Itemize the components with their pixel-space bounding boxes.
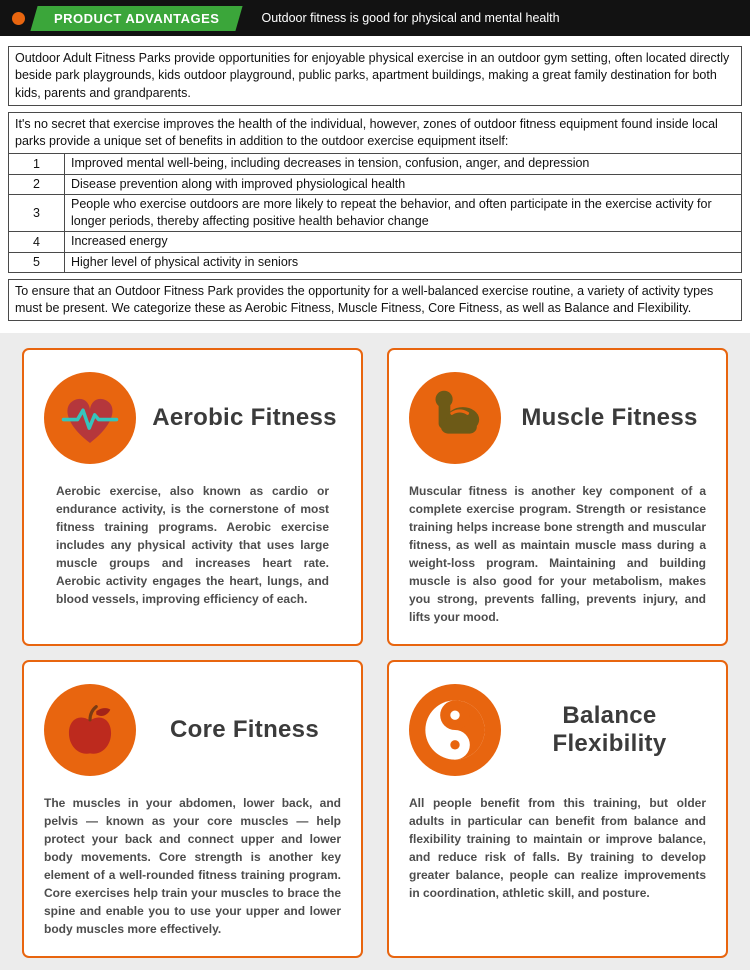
card-muscle-fitness xyxy=(387,348,728,646)
yin-yang-icon xyxy=(409,684,501,776)
card-title: Muscle Fitness xyxy=(521,404,698,432)
card-title: Balance Flexibility xyxy=(552,702,667,758)
card-balance-flexibility xyxy=(387,660,728,958)
card-body-text: All people benefit from this training, but older adults in particular can benefit from balance and flexibility training to maintain or improve balance, and reduce risk of falls. By training to develop greater balance, people can realize improvements in coordination, athletic skill, and posture. xyxy=(409,796,706,901)
product-advantages-badge xyxy=(30,6,243,31)
benefit-text: Higher level of physical activity in seniors xyxy=(71,254,299,269)
benefit-text: Improved mental well-being, including decreases in tension, confusion, anger, and depression xyxy=(71,156,590,171)
benefit-text: Increased energy xyxy=(71,234,168,249)
card-header xyxy=(44,684,341,776)
fitness-cards-section xyxy=(0,333,750,970)
card-core-fitness xyxy=(22,660,363,958)
badge-label: PRODUCT ADVANTAGES xyxy=(54,10,220,26)
apple-icon xyxy=(44,684,136,776)
card-title: Aerobic Fitness xyxy=(152,404,337,432)
card-header xyxy=(44,372,341,464)
benefit-text: Disease prevention along with improved physiological health xyxy=(71,176,406,191)
bicep-icon xyxy=(409,372,501,464)
orange-dot-icon xyxy=(12,12,25,25)
benefit-text: People who exercise outdoors are more likely to repeat the behavior, and often participate in the exercise activity for longer periods, thereby affecting positive health behavior change xyxy=(71,196,712,228)
benefit-number: 3 xyxy=(9,195,65,232)
header-tagline: Outdoor fitness is good for physical and mental health xyxy=(261,11,560,25)
benefit-number: 1 xyxy=(9,154,65,173)
benefits-box xyxy=(8,112,742,273)
card-body-text: Muscular fitness is another key component of a complete exercise program. Strength or resistance training helps increase bone strength and muscular fitness, as well as maintain muscle mass during a weight-loss program. Maintaining and building muscle is also good for your metabolism, makes you strong, prevents falling, prevents injury, and lifts your mood. xyxy=(409,484,706,625)
card-title: Core Fitness xyxy=(170,716,319,744)
intro-section xyxy=(0,36,750,333)
benefit-row xyxy=(9,231,741,251)
benefit-row xyxy=(9,153,741,173)
benefit-row xyxy=(9,252,741,272)
benefit-row xyxy=(9,174,741,194)
header-bar xyxy=(0,0,750,36)
benefits-lead: It's no secret that exercise improves the health of the individual, however, zones of outdoor fitness equipment found inside local parks provide a unique set of benefits in addition to the outdoor exercise equipment itself: xyxy=(15,116,718,148)
intro-paragraph-3: To ensure that an Outdoor Fitness Park provides the opportunity for a well-balanced exercise routine, a variety of activity types must be present. We categorize these as Aerobic Fitness, Muscle Fitness, Core Fitness, as well as Balance and Flexibility. xyxy=(8,279,742,322)
benefit-number: 5 xyxy=(9,253,65,272)
card-aerobic-fitness xyxy=(22,348,363,646)
card-body-text: Aerobic exercise, also known as cardio or endurance activity, is the cornerstone of most fitness training programs. Aerobic exercise includes any physical activity that uses large muscle groups and increases heart rate. Aerobic activity engages the heart, lungs, and blood vessels, improving efficiency of each. xyxy=(56,484,329,607)
benefit-number: 4 xyxy=(9,232,65,251)
card-body-text: The muscles in your abdomen, lower back, and pelvis — known as your core muscles — help protect your back and connect upper and lower body movements. Core strength is another key element of a well-rounded fitness training program. Core exercises help train your muscles to brace the spine and enable you to use your upper and lower body muscles more effectively. xyxy=(44,796,341,937)
card-header xyxy=(409,684,706,776)
heart-pulse-icon xyxy=(44,372,136,464)
intro-paragraph-1: Outdoor Adult Fitness Parks provide opportunities for enjoyable physical exercise in an outdoor gym setting, often located directly beside park playgrounds, kids outdoor playground, public parks, apartment buildings, making a great family destination for both kids, parents and grandparents. xyxy=(8,46,742,106)
benefit-row xyxy=(9,194,741,232)
benefit-number: 2 xyxy=(9,175,65,194)
card-header xyxy=(409,372,706,464)
